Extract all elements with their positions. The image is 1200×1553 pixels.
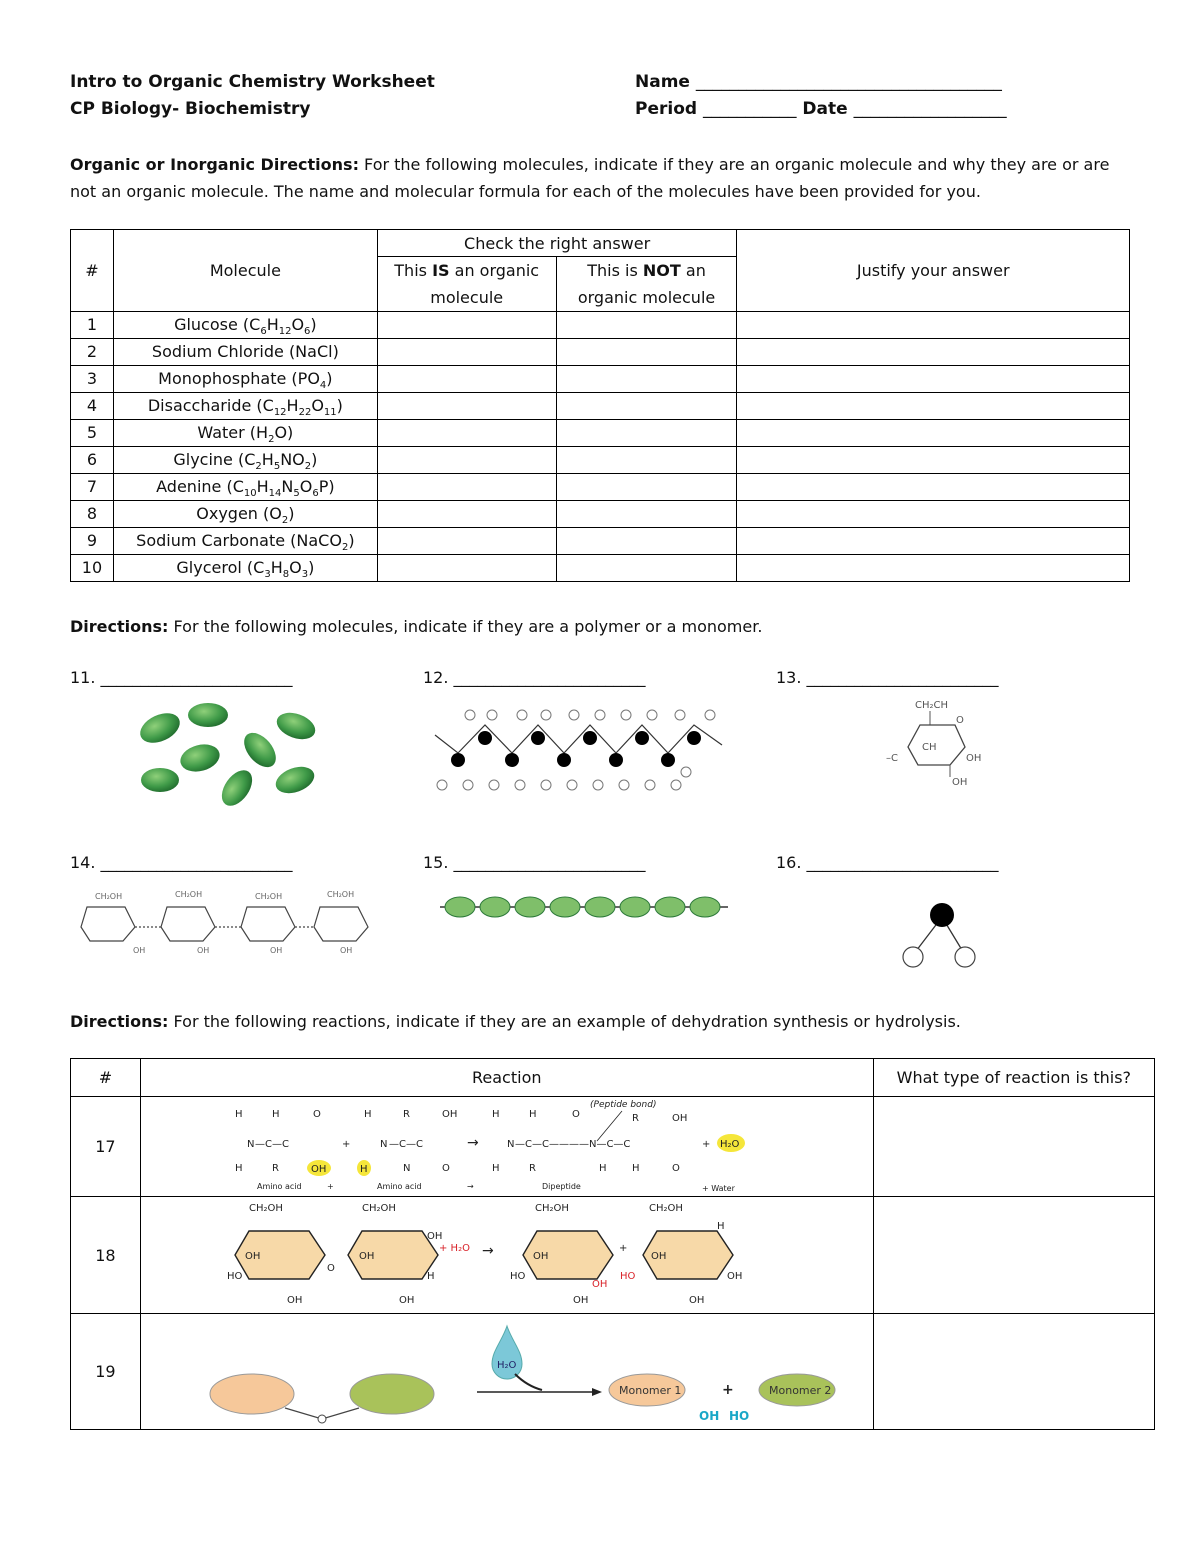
svg-text:CH₂OH: CH₂OH bbox=[648, 1203, 683, 1214]
molecule-cell: Water $(H_2O)$ bbox=[113, 420, 377, 447]
svg-text:N: N bbox=[379, 1138, 388, 1150]
monomer-olive-oval bbox=[350, 1374, 434, 1414]
row-num: 7 bbox=[71, 474, 114, 501]
item-16-water-molecule-illustration bbox=[895, 895, 985, 975]
ch2oh-label: CH₂CH bbox=[915, 700, 949, 711]
col-justify-header: Justify your answer bbox=[737, 230, 1130, 312]
is-organic-checkbox-cell[interactable] bbox=[377, 447, 556, 474]
col-check-header: Check the right answer bbox=[377, 230, 737, 257]
svg-text:CH: CH bbox=[922, 742, 937, 753]
svg-text:OH: OH bbox=[197, 946, 210, 955]
svg-text:OH: OH bbox=[270, 946, 283, 955]
reaction-directions bbox=[70, 1008, 961, 1035]
is-organic-checkbox-cell[interactable] bbox=[377, 366, 556, 393]
svg-text:H: H bbox=[271, 1108, 280, 1120]
bead bbox=[690, 897, 720, 917]
not-organic-checkbox-cell[interactable] bbox=[556, 501, 737, 528]
svg-text:HO: HO bbox=[728, 1408, 749, 1423]
svg-text:→: → bbox=[481, 1243, 494, 1259]
svg-text:O: O bbox=[312, 1108, 321, 1120]
item-13-glucose-ring-illustration bbox=[880, 695, 1000, 795]
svg-text:H: H bbox=[716, 1221, 725, 1232]
svg-text:→: → bbox=[466, 1181, 474, 1191]
polymer-directions-text: For the following molecules, indicate if they are a polymer or a monomer. bbox=[168, 617, 763, 636]
col-molecule-header: Molecule bbox=[113, 230, 377, 312]
svg-text:CH₂OH: CH₂OH bbox=[95, 892, 123, 901]
organic-directions-label: Organic or Inorganic Directions: bbox=[70, 155, 359, 174]
justify-answer-cell[interactable] bbox=[737, 312, 1130, 339]
bead bbox=[480, 897, 510, 917]
item-12[interactable]: 12. ________________________ bbox=[423, 668, 646, 687]
answer-blank[interactable]: ________________________ bbox=[453, 668, 646, 687]
molecule-cell: Glucose $(C_6H_{12}O_6)$ bbox=[113, 312, 377, 339]
item-11[interactable]: 11. ________________________ bbox=[70, 668, 293, 687]
row-num: 1 bbox=[71, 312, 114, 339]
col-is-organic-header: This IS an organic molecule bbox=[377, 257, 556, 312]
svg-text:R: R bbox=[271, 1162, 279, 1174]
svg-text:OH: OH bbox=[591, 1279, 608, 1290]
svg-text:OH: OH bbox=[133, 946, 146, 955]
table-row bbox=[71, 1197, 1155, 1314]
svg-text:CH₂OH: CH₂OH bbox=[248, 1203, 283, 1214]
svg-text:HO: HO bbox=[619, 1271, 636, 1282]
not-organic-checkbox-cell[interactable] bbox=[556, 474, 737, 501]
svg-text:O: O bbox=[441, 1162, 450, 1174]
molecule-cell: Sodium Chloride (NaCl) bbox=[113, 339, 377, 366]
svg-text:H₂O: H₂O bbox=[719, 1138, 740, 1150]
answer-blank[interactable]: ________________________ bbox=[100, 853, 293, 872]
row-num: 9 bbox=[71, 528, 114, 555]
justify-answer-cell[interactable] bbox=[737, 528, 1130, 555]
item-11-monomers-illustration bbox=[130, 700, 330, 810]
is-organic-checkbox-cell[interactable] bbox=[377, 501, 556, 528]
bead bbox=[550, 897, 580, 917]
svg-text:CH₂OH: CH₂OH bbox=[534, 1203, 569, 1214]
organic-inorganic-table bbox=[70, 229, 1130, 582]
col-not-organic-header: This is NOT an organic molecule bbox=[556, 257, 737, 312]
justify-answer-cell[interactable] bbox=[737, 501, 1130, 528]
table-row bbox=[71, 420, 1130, 447]
svg-text:+ H₂O: + H₂O bbox=[438, 1243, 470, 1254]
name-blank[interactable]: ____________________________________ bbox=[695, 72, 1002, 92]
svg-text:—C—C: —C—C bbox=[388, 1138, 423, 1150]
svg-text:H: H bbox=[234, 1108, 243, 1120]
svg-text:CH₂OH: CH₂OH bbox=[255, 892, 283, 901]
reaction-18-disaccharide-illustration bbox=[227, 1199, 787, 1311]
table-row bbox=[71, 447, 1130, 474]
organic-directions bbox=[70, 151, 1140, 205]
table-row bbox=[71, 312, 1130, 339]
row-num: 5 bbox=[71, 420, 114, 447]
period-date-field[interactable] bbox=[635, 99, 1007, 119]
svg-text:R: R bbox=[631, 1112, 639, 1124]
svg-text:Amino acid: Amino acid bbox=[256, 1181, 302, 1191]
svg-text:OH: OH bbox=[671, 1112, 688, 1124]
reaction-18-cell bbox=[140, 1197, 873, 1314]
svg-text:OH: OH bbox=[698, 1408, 719, 1423]
reaction-19-hydrolysis-illustration bbox=[167, 1316, 847, 1428]
svg-text:OH: OH bbox=[358, 1251, 375, 1262]
organic-directions-text: For the following molecules, indicate if they are an organic molecule and why they are or are not an organic molecule. The name and molecular formula for each of the molecules have been provided for you. bbox=[70, 155, 1110, 201]
reaction-17-cell bbox=[140, 1097, 873, 1197]
reaction-table bbox=[70, 1058, 1155, 1430]
svg-text:H: H bbox=[363, 1108, 372, 1120]
svg-text:H: H bbox=[528, 1108, 537, 1120]
svg-text:O: O bbox=[326, 1263, 335, 1274]
table-row bbox=[71, 393, 1130, 420]
not-organic-checkbox-cell[interactable] bbox=[556, 393, 737, 420]
svg-text:OH: OH bbox=[726, 1271, 743, 1282]
item-15[interactable]: 15. ________________________ bbox=[423, 853, 646, 872]
svg-text:H: H bbox=[491, 1162, 500, 1174]
svg-text:+ Water: + Water bbox=[701, 1183, 735, 1193]
svg-text:OH: OH bbox=[340, 946, 353, 955]
svg-text:OH: OH bbox=[966, 753, 982, 764]
svg-text:HO: HO bbox=[226, 1271, 243, 1282]
table-row bbox=[71, 366, 1130, 393]
svg-text:(Peptide bond): (Peptide bond) bbox=[589, 1099, 657, 1110]
svg-text:OH: OH bbox=[441, 1108, 458, 1120]
reaction-directions-label: Directions: bbox=[70, 1012, 169, 1031]
col-num-header: # bbox=[71, 230, 114, 312]
table-row bbox=[71, 1097, 1155, 1197]
is-organic-checkbox-cell[interactable] bbox=[377, 420, 556, 447]
reaction-19-cell bbox=[140, 1314, 873, 1430]
polymer-directions-label: Directions: bbox=[70, 617, 169, 636]
svg-text:CH₂OH: CH₂OH bbox=[361, 1203, 396, 1214]
reaction-17-peptide-illustration bbox=[227, 1099, 787, 1195]
svg-text:H₂O: H₂O bbox=[496, 1359, 517, 1371]
svg-text:H: H bbox=[598, 1162, 607, 1174]
molecule-cell: Sodium Carbonate (NaCO$_2$) bbox=[113, 528, 377, 555]
svg-text:—C—C————N—C—C: —C—C————N—C—C bbox=[514, 1138, 631, 1150]
row-num: 8 bbox=[71, 501, 114, 528]
not-organic-checkbox-cell[interactable] bbox=[556, 312, 737, 339]
bead bbox=[445, 897, 475, 917]
table-row bbox=[71, 474, 1130, 501]
svg-text:N: N bbox=[506, 1138, 515, 1150]
molecule-cell: Adenine $(C_{10}H_{14}N_5O_6P)$ bbox=[113, 474, 377, 501]
svg-text:Monomer 1: Monomer 1 bbox=[618, 1383, 682, 1397]
svg-text:+: + bbox=[618, 1243, 628, 1254]
not-organic-checkbox-cell[interactable] bbox=[556, 555, 737, 582]
justify-answer-cell[interactable] bbox=[737, 339, 1130, 366]
svg-text:O: O bbox=[956, 715, 964, 726]
svg-text:OH: OH bbox=[398, 1295, 415, 1306]
row-num: 19 bbox=[71, 1314, 141, 1430]
worksheet-subtitle: CP Biology- Biochemistry bbox=[70, 99, 311, 119]
date-blank[interactable]: __________________ bbox=[853, 99, 1007, 119]
molecule-cell: Glycine $(C_2H_5NO_2)$ bbox=[113, 447, 377, 474]
svg-text:R: R bbox=[402, 1108, 410, 1120]
svg-text:O: O bbox=[571, 1108, 580, 1120]
period-blank[interactable]: ___________ bbox=[702, 99, 797, 119]
svg-text:–C: –C bbox=[886, 753, 898, 764]
table-row bbox=[71, 339, 1130, 366]
is-organic-checkbox-cell[interactable] bbox=[377, 555, 556, 582]
item-15-bead-chain-illustration bbox=[440, 890, 730, 925]
polymer-directions bbox=[70, 613, 762, 640]
item-14[interactable]: 14. ________________________ bbox=[70, 853, 293, 872]
svg-text:OH: OH bbox=[952, 777, 968, 788]
svg-text:HO: HO bbox=[509, 1271, 526, 1282]
svg-text:→: → bbox=[466, 1134, 479, 1151]
svg-text:OH: OH bbox=[426, 1231, 443, 1242]
not-organic-checkbox-cell[interactable] bbox=[556, 366, 737, 393]
svg-text:+: + bbox=[701, 1138, 711, 1150]
answer-cell[interactable] bbox=[873, 1314, 1154, 1430]
date-label: Date bbox=[802, 99, 848, 119]
name-label: Name bbox=[635, 72, 690, 92]
row-num: 3 bbox=[71, 366, 114, 393]
svg-text:OH: OH bbox=[286, 1295, 303, 1306]
table-row bbox=[71, 555, 1130, 582]
svg-text:OH: OH bbox=[244, 1251, 261, 1262]
molecule-cell: Monophosphate $(PO_4)$ bbox=[113, 366, 377, 393]
justify-answer-cell[interactable] bbox=[737, 555, 1130, 582]
bead bbox=[585, 897, 615, 917]
not-organic-checkbox-cell[interactable] bbox=[556, 339, 737, 366]
worksheet-title: Intro to Organic Chemistry Worksheet bbox=[70, 72, 435, 92]
svg-text:CH₂OH: CH₂OH bbox=[327, 890, 355, 899]
svg-text:OH: OH bbox=[688, 1295, 705, 1306]
col-num-header: # bbox=[71, 1059, 141, 1097]
table-row bbox=[71, 528, 1130, 555]
svg-text:+: + bbox=[326, 1181, 334, 1191]
row-num: 6 bbox=[71, 447, 114, 474]
table-row bbox=[71, 501, 1130, 528]
svg-text:+: + bbox=[341, 1138, 351, 1150]
svg-text:OH: OH bbox=[310, 1163, 327, 1175]
col-type-header: What type of reaction is this? bbox=[873, 1059, 1154, 1097]
svg-text:H: H bbox=[631, 1162, 640, 1174]
row-num: 4 bbox=[71, 393, 114, 420]
svg-text:N: N bbox=[402, 1162, 411, 1174]
molecule-cell: Oxygen $(O_2)$ bbox=[113, 501, 377, 528]
answer-blank[interactable]: ________________________ bbox=[806, 668, 999, 687]
is-organic-checkbox-cell[interactable] bbox=[377, 528, 556, 555]
row-num: 2 bbox=[71, 339, 114, 366]
is-organic-checkbox-cell[interactable] bbox=[377, 474, 556, 501]
svg-text:Monomer 2: Monomer 2 bbox=[768, 1383, 832, 1397]
not-organic-checkbox-cell[interactable] bbox=[556, 528, 737, 555]
row-num: 10 bbox=[71, 555, 114, 582]
justify-answer-cell[interactable] bbox=[737, 420, 1130, 447]
svg-text:OH: OH bbox=[650, 1251, 667, 1262]
answer-cell[interactable] bbox=[873, 1197, 1154, 1314]
answer-blank[interactable]: ________________________ bbox=[100, 668, 293, 687]
svg-text:—C—C: —C—C bbox=[254, 1138, 289, 1150]
bead bbox=[655, 897, 685, 917]
table-row bbox=[71, 1314, 1155, 1430]
svg-text:CH₂OH: CH₂OH bbox=[175, 890, 203, 899]
svg-text:H: H bbox=[359, 1163, 368, 1175]
monomer-peach-oval bbox=[210, 1374, 294, 1414]
svg-text:R: R bbox=[528, 1162, 536, 1174]
not-organic-checkbox-cell[interactable] bbox=[556, 447, 737, 474]
molecule-cell: Disaccharide $(C_{12}H_{22}O_{11})$ bbox=[113, 393, 377, 420]
period-label: Period bbox=[635, 99, 698, 119]
item-14-starch-chain-illustration bbox=[75, 885, 375, 965]
molecule-cell: Glycerol $(C_3H_8O_3)$ bbox=[113, 555, 377, 582]
justify-answer-cell[interactable] bbox=[737, 366, 1130, 393]
justify-answer-cell[interactable] bbox=[737, 447, 1130, 474]
justify-answer-cell[interactable] bbox=[737, 474, 1130, 501]
svg-text:+: + bbox=[721, 1381, 734, 1398]
is-organic-checkbox-cell[interactable] bbox=[377, 393, 556, 420]
is-organic-checkbox-cell[interactable] bbox=[377, 339, 556, 366]
col-reaction-header: Reaction bbox=[140, 1059, 873, 1097]
row-num: 17 bbox=[71, 1097, 141, 1197]
justify-answer-cell[interactable] bbox=[737, 393, 1130, 420]
item-12-polymer-chain-illustration bbox=[430, 700, 730, 795]
is-organic-checkbox-cell[interactable] bbox=[377, 312, 556, 339]
svg-text:H: H bbox=[491, 1108, 500, 1120]
name-field[interactable] bbox=[635, 72, 1002, 92]
svg-text:H: H bbox=[234, 1162, 243, 1174]
svg-text:H: H bbox=[426, 1271, 435, 1282]
answer-blank[interactable]: ________________________ bbox=[806, 853, 999, 872]
bead bbox=[515, 897, 545, 917]
svg-text:O: O bbox=[671, 1162, 680, 1174]
bead bbox=[620, 897, 650, 917]
svg-text:Dipeptide: Dipeptide bbox=[541, 1181, 581, 1191]
item-16[interactable]: 16. ________________________ bbox=[776, 853, 999, 872]
not-organic-checkbox-cell[interactable] bbox=[556, 420, 737, 447]
item-13[interactable]: 13. ________________________ bbox=[776, 668, 999, 687]
answer-cell[interactable] bbox=[873, 1097, 1154, 1197]
svg-text:N: N bbox=[246, 1138, 255, 1150]
reaction-directions-text: For the following reactions, indicate if they are an example of dehydration synthesis or hydrolysis. bbox=[168, 1012, 961, 1031]
svg-text:OH: OH bbox=[532, 1251, 549, 1262]
svg-text:OH: OH bbox=[572, 1295, 589, 1306]
answer-blank[interactable]: ________________________ bbox=[453, 853, 646, 872]
svg-text:Amino acid: Amino acid bbox=[376, 1181, 422, 1191]
row-num: 18 bbox=[71, 1197, 141, 1314]
